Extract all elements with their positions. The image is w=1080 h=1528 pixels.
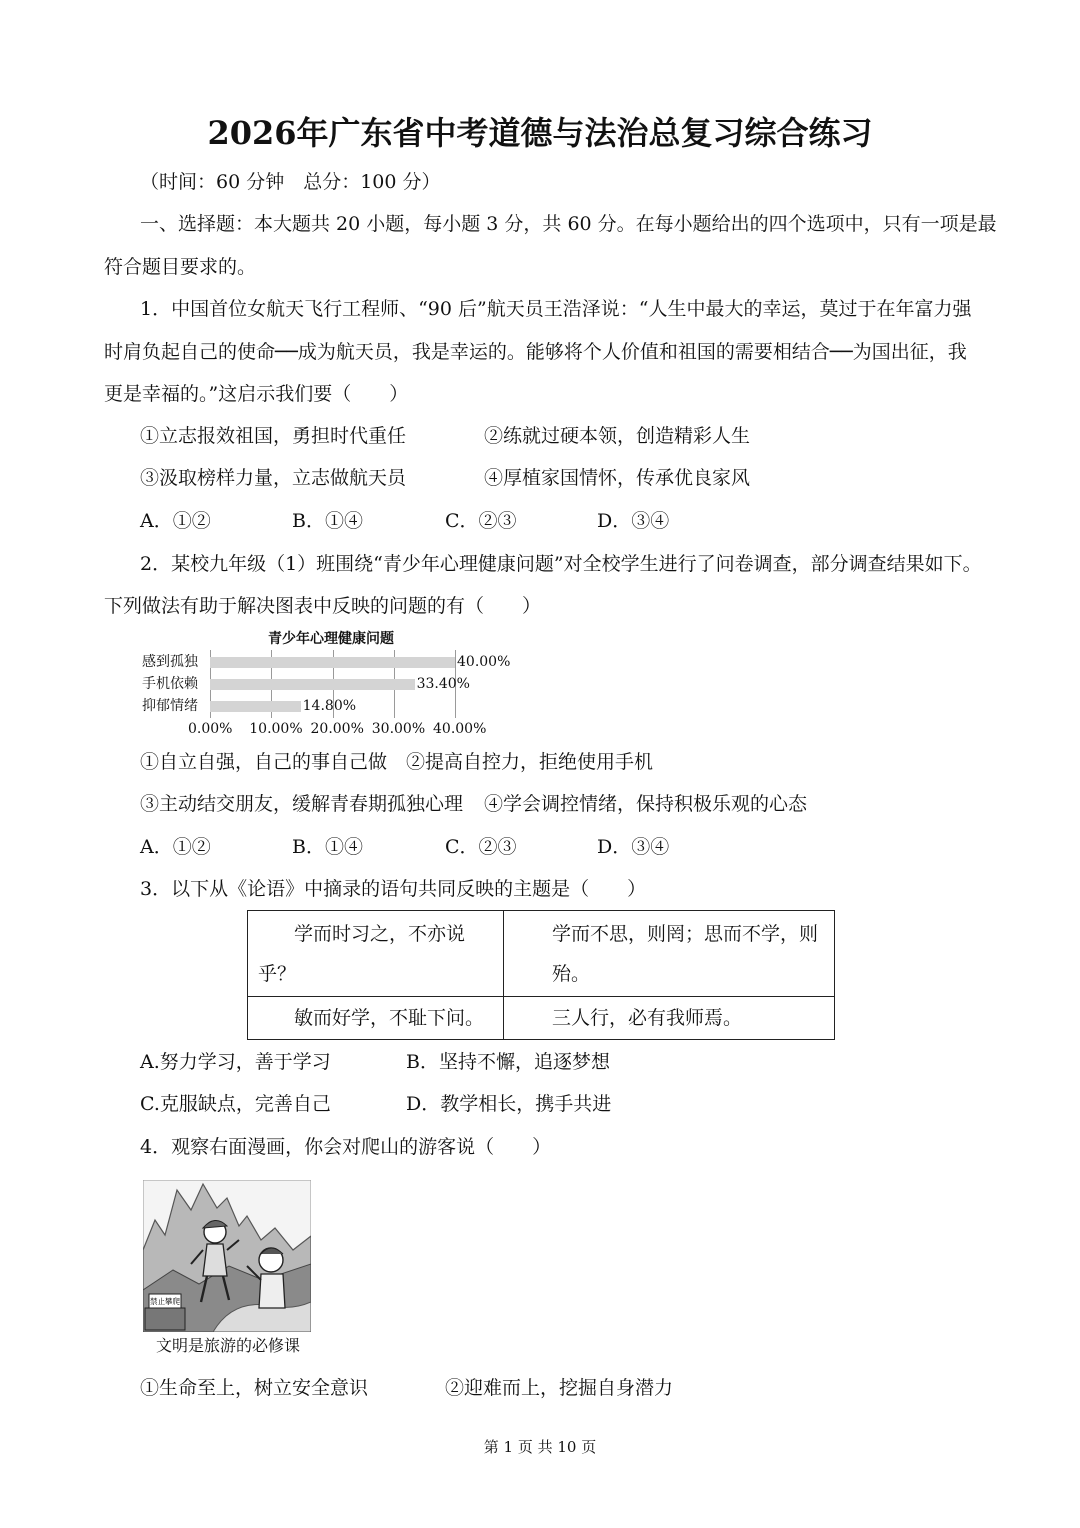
q4-stem: 4．观察右面漫画，你会对爬山的游客说（ ） (140, 1136, 552, 1158)
q2-choice-c: C．②③ (445, 836, 517, 858)
q4-statement-1: ①生命至上，树立安全意识 (140, 1377, 369, 1399)
q1-statement-2: ②练就过硬本领，创造精彩人生 (484, 425, 751, 447)
x-tick-label: 40.00% (433, 721, 487, 737)
quotes-table (247, 910, 835, 1040)
cartoon-caption: 文明是旅游的必修课 (156, 1336, 301, 1355)
q2-choice-d: D．③④ (597, 836, 670, 858)
value-label: 14.80% (302, 698, 357, 714)
q2-statement-3: ③主动结交朋友，缓解青春期孤独心理 (140, 793, 464, 815)
q1-stem-line2: 时肩负起自己的使命──成为航天员，我是幸运的。能够将个人价值和祖国的需要相结合──为国出征，我 (104, 341, 967, 363)
q3-choice-a: A.努力学习，善于学习 (140, 1051, 331, 1073)
category-label: 感到孤独 (142, 654, 198, 670)
chart-title: 青少年心理健康问题 (268, 631, 394, 647)
q1-stem-line3: 更是幸福的。”这启示我们要（ ） (104, 383, 409, 405)
q3-choice-c: C.克服缺点，完善自己 (140, 1093, 331, 1115)
warning-sign-text: 禁止攀爬 (150, 1297, 180, 1306)
exam-meta: （时间：60 分钟 总分：100 分） (140, 171, 441, 193)
q1-choice-b: B．①④ (292, 510, 363, 532)
category-label: 抑郁情绪 (142, 698, 198, 714)
page-title: 2026年广东省中考道德与法治总复习综合练习 (207, 114, 873, 152)
q3-choice-d: D．教学相长，携手共进 (406, 1093, 612, 1115)
x-tick-label: 20.00% (310, 721, 364, 737)
q2-statement-2: ②提高自控力，拒绝使用手机 (406, 751, 654, 773)
q1-choice-a: A．①② (140, 510, 211, 532)
q1-statement-3: ③汲取榜样力量，立志做航天员 (140, 467, 407, 489)
q3-stem: 3．以下从《论语》中摘录的语句共同反映的主题是（ ） (140, 878, 647, 900)
q1-stem-line1: 1．中国首位女航天飞行工程师、“90 后”航天员王浩泽说：“人生中最大的幸运，莫过于在年富力强 (140, 298, 972, 320)
q2-statement-1: ①自立自强，自己的事自己做 (140, 751, 388, 773)
q1-choice-d: D．③④ (597, 510, 670, 532)
x-tick-label: 0.00% (188, 721, 233, 737)
section-instructions-line2: 符合题目要求的。 (104, 256, 257, 278)
q2-statement-4: ④学会调控情绪，保持积极乐观的心态 (484, 793, 808, 815)
value-label: 40.00% (457, 654, 511, 670)
q2-choice-a: A．①② (140, 836, 211, 858)
hiking-cartoon-illustration (143, 1180, 311, 1332)
quote-cell-2: 学而不思，则罔；思而不学，则殆。 (504, 911, 835, 997)
category-label: 手机依赖 (142, 676, 198, 692)
quote-cell-4: 三人行，必有我师焉。 (504, 997, 835, 1040)
q4-statement-2: ②迎难而上，挖掘自身潜力 (445, 1377, 674, 1399)
value-label: 33.40% (416, 676, 470, 692)
bar-2 (210, 679, 415, 690)
q1-choice-c: C．②③ (445, 510, 517, 532)
x-tick-label: 30.00% (371, 721, 426, 737)
q1-statement-4: ④厚植家国情怀，传承优良家风 (484, 467, 751, 489)
x-tick-label: 10.00% (249, 721, 303, 737)
q1-statement-1: ①立志报效祖国，勇担时代重任 (140, 425, 407, 447)
bar-1 (210, 657, 455, 668)
section-instructions-line1: 一、选择题：本大题共 20 小题，每小题 3 分，共 60 分。在每小题给出的四个选项中，只有一项是最 (140, 213, 997, 235)
q2-choice-b: B．①④ (292, 836, 363, 858)
quote-cell-1: 学而时习之，不亦说 乎？ (248, 911, 504, 997)
bar-3 (210, 701, 301, 712)
q3-choice-b: B．坚持不懈，追逐梦想 (406, 1051, 610, 1073)
q2-stem-line2: 下列做法有助于解决图表中反映的问题的有（ ） (104, 595, 542, 617)
quote-cell-3: 敏而好学，不耻下问。 (248, 997, 504, 1040)
page-footer: 第 1 页 共 10 页 (483, 1438, 597, 1456)
q2-stem-line1: 2．某校九年级（1）班围绕“青少年心理健康问题”对全校学生进行了问卷调查，部分调查结果如下。 (140, 553, 982, 575)
